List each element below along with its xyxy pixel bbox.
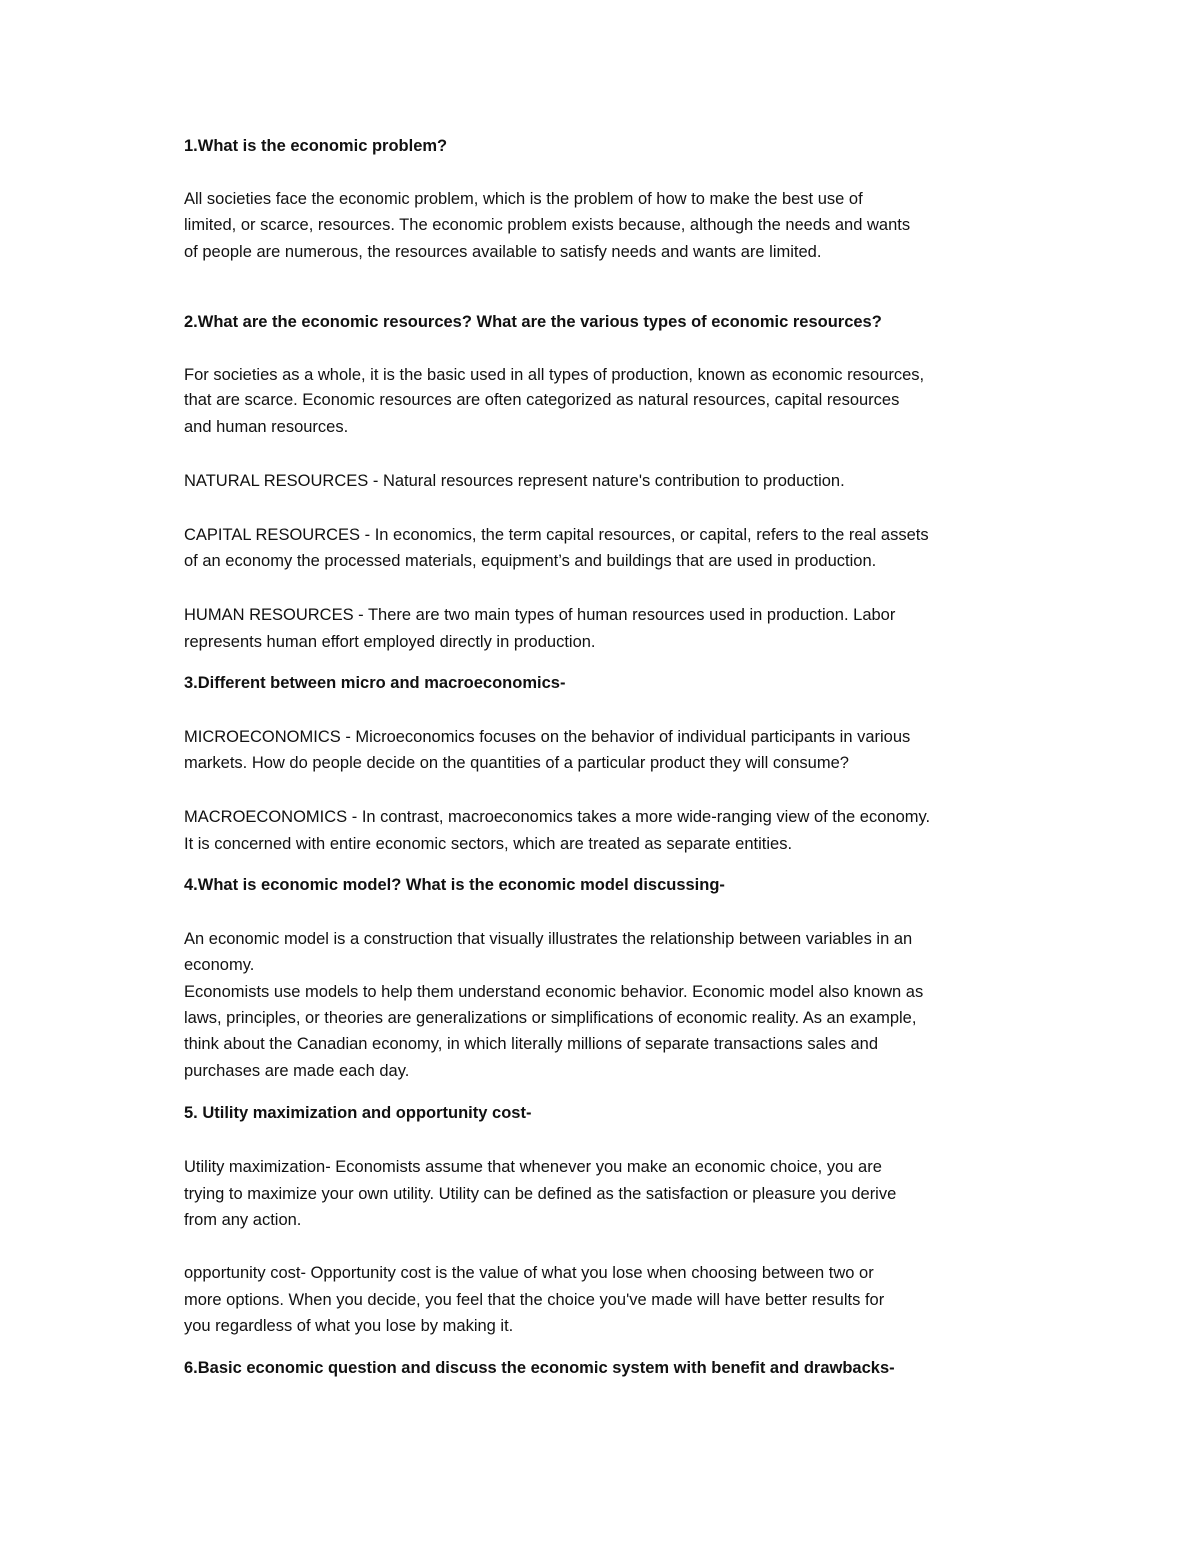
macroeconomics-line: It is concerned with entire economic sectors, which are treated as separate entities. <box>184 835 793 853</box>
q4-answer-line: economy. <box>184 956 255 974</box>
utility-maximization-line: trying to maximize your own utility. Utility can be defined as the satisfaction or pleasure you derive <box>184 1185 897 1203</box>
question-1-heading: 1.What is the economic problem? <box>184 137 448 155</box>
q4-answer-line: purchases are made each day. <box>184 1062 410 1080</box>
question-2-heading: 2.What are the economic resources? What are the various types of economic resources? <box>184 313 882 331</box>
question-3-heading: 3.Different between micro and macroeconomics- <box>184 674 566 692</box>
natural-resources-line: NATURAL RESOURCES - Natural resources represent nature's contribution to production. <box>184 472 845 490</box>
q1-answer-line: of people are numerous, the resources available to satisfy needs and wants are limited. <box>184 243 822 261</box>
microeconomics-line: MICROECONOMICS - Microeconomics focuses on the behavior of individual participants in various <box>184 728 911 746</box>
q2-intro-line: For societies as a whole, it is the basic used in all types of production, known as economic resources, <box>184 366 925 384</box>
utility-maximization-line: from any action. <box>184 1211 302 1229</box>
human-resources-line: HUMAN RESOURCES - There are two main types of human resources used in production. Labor <box>184 606 896 624</box>
q4-answer-line: laws, principles, or theories are generalizations or simplifications of economic reality. As an example, <box>184 1009 917 1027</box>
macroeconomics-line: MACROECONOMICS - In contrast, macroeconomics takes a more wide-ranging view of the economy. <box>184 808 931 826</box>
q4-answer-line: Economists use models to help them understand economic behavior. Economic model also known as <box>184 983 924 1001</box>
human-resources-line: represents human effort employed directly in production. <box>184 633 596 651</box>
capital-resources-line: of an economy the processed materials, equipment’s and buildings that are used in production. <box>184 552 877 570</box>
opportunity-cost-line: you regardless of what you lose by making it. <box>184 1317 514 1335</box>
question-6-heading: 6.Basic economic question and discuss the economic system with benefit and drawbacks- <box>184 1359 895 1377</box>
opportunity-cost-line: opportunity cost- Opportunity cost is the value of what you lose when choosing between two or <box>184 1264 874 1282</box>
q2-intro-line: that are scarce. Economic resources are often categorized as natural resources, capital resources <box>184 391 900 409</box>
utility-maximization-line: Utility maximization- Economists assume that whenever you make an economic choice, you are <box>184 1158 882 1176</box>
q4-answer-line: think about the Canadian economy, in which literally millions of separate transactions sales and <box>184 1035 878 1053</box>
q2-intro-line: and human resources. <box>184 418 349 436</box>
opportunity-cost-line: more options. When you decide, you feel that the choice you've made will have better results for <box>184 1291 885 1309</box>
q1-answer-line: All societies face the economic problem, which is the problem of how to make the best use of <box>184 190 863 208</box>
microeconomics-line: markets. How do people decide on the quantities of a particular product they will consume? <box>184 754 849 772</box>
q4-answer-line: An economic model is a construction that visually illustrates the relationship between variables in an <box>184 930 913 948</box>
q1-answer-line: limited, or scarce, resources. The economic problem exists because, although the needs and wants <box>184 216 911 234</box>
capital-resources-line: CAPITAL RESOURCES - In economics, the term capital resources, or capital, refers to the real assets <box>184 526 929 544</box>
question-5-heading: 5. Utility maximization and opportunity cost- <box>184 1104 532 1122</box>
question-4-heading: 4.What is economic model? What is the economic model discussing- <box>184 876 725 894</box>
